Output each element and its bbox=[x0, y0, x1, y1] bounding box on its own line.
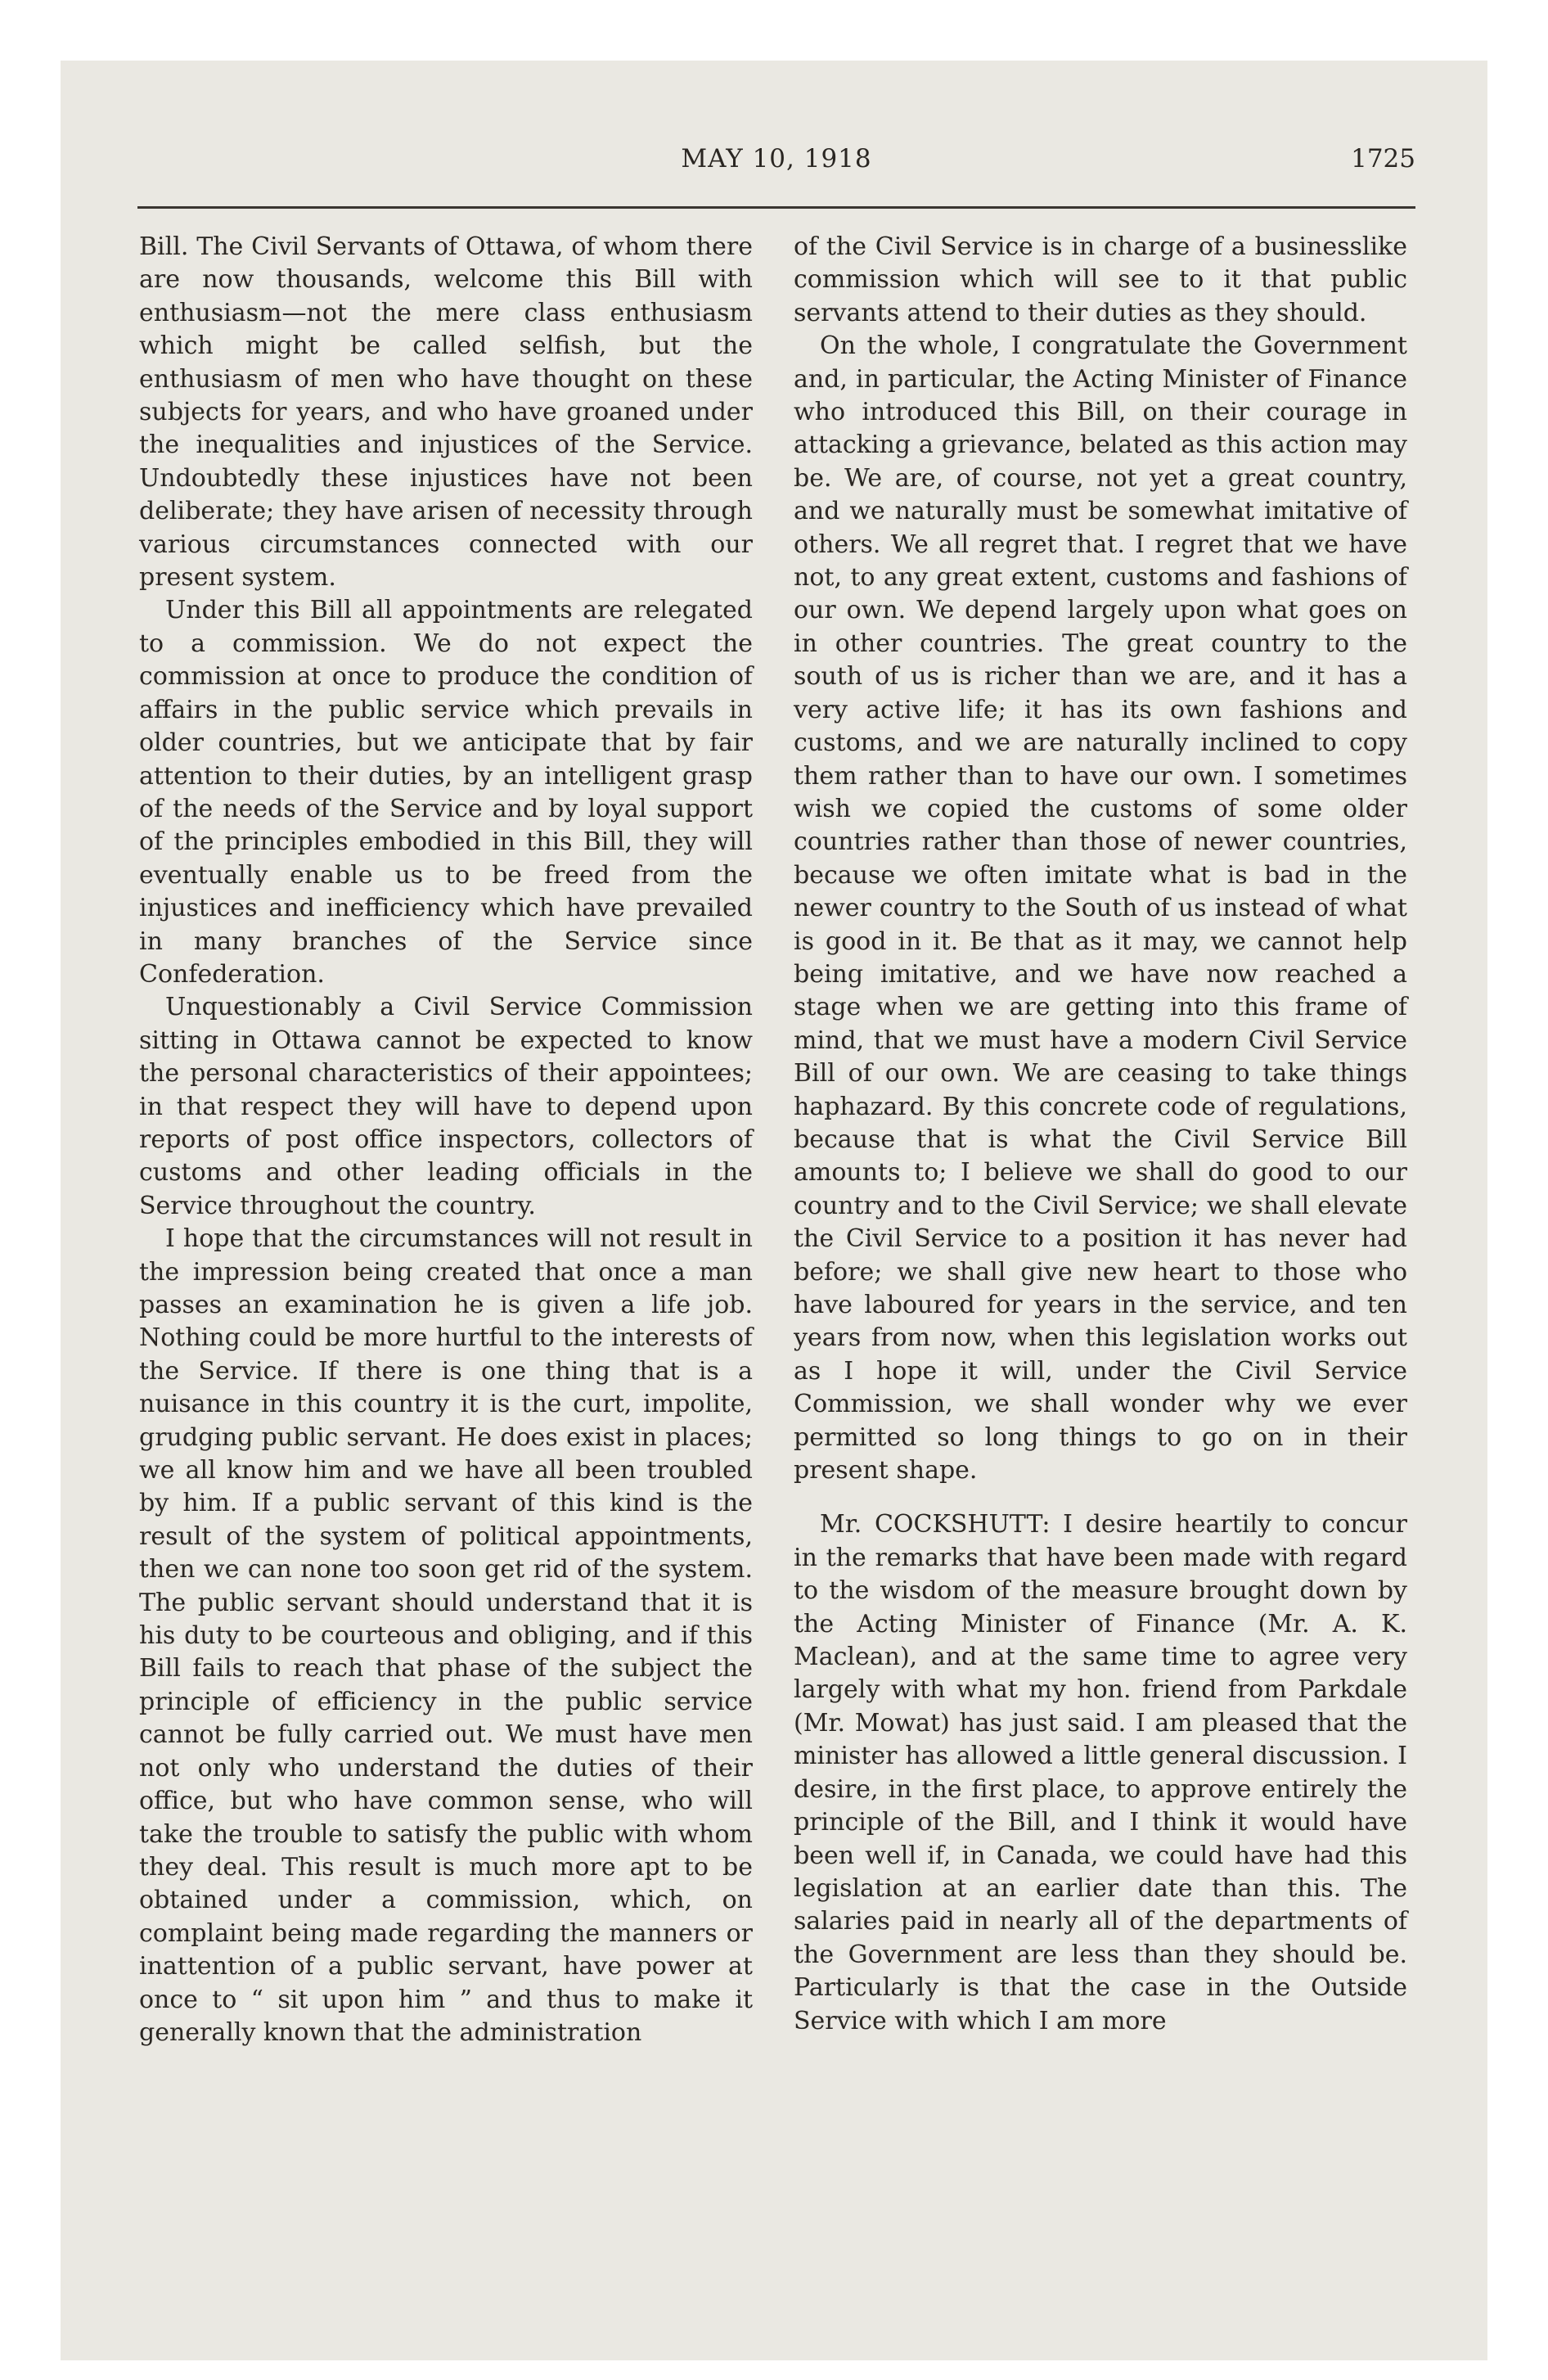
speaker-paragraph: Mr. COCKSHUTT: I desire heartily to concur in the remarks that have been made with regard to the wisdom of the measure brought down by the Acting Minister of Finance (Mr. A. K. Maclean), and at the same time to agree very largely with what my hon. friend from Parkdale (Mr. Mowat) has just said. I am pleased that the minister has allowed a little general discussion. I desire, in the first place, to approve entirely the principle of the Bill, and I think it would have been well if, in Canada, we could have had this legislation at an earlier date than this. The salaries paid in nearly all of the departments of the Government are less than they should be. Particularly is that the case in the Outside Service with which I am more bbox=[794, 1510, 1407, 2035]
page-number: 1725 bbox=[1351, 144, 1415, 174]
paragraph: Under this Bill all appointments are relegated to a commission. We do not expect the commission at once to produce the condition of affairs in the public service which prevails in older countries, but we anticipate that by fair attention to their duties, by an intelligent grasp of the needs of the Service and by loyal support of the principles embodied in this Bill, they will eventually enable us to be freed from the injustices and inefficiency which have prevailed in many branches of the Service since Confederation. bbox=[139, 596, 753, 989]
paragraph: On the whole, I congratulate the Government and, in particular, the Acting Minister of Finance who introduced this Bill, on their courage in attacking a grievance, belated as this action may be. We are, of course, not yet a great country, and we naturally must be somewhat imitative of others. We all regret that. I regret that we have not, to any great extent, customs and fashions of our own. We depend largely upon what goes on in other countries. The great country to the south of us is richer than we are, and it has a very active life; it has its own fashions and customs, and we are naturally inclined to copy them rather than to have our own. I sometimes wish we copied the customs of some older countries rather than those of newer countries, because we often imitate what is bad in the newer country to the South of us instead of what is good in it. Be that as it may, we cannot help being imitative, and we have now reached a stage when we are getting into this frame of mind, that we must have a modern Civil Service Bill of our own. We are ceasing to take things haphazard. By this concrete code of regulations, because that is what the Civil Service Bill amounts to; I believe we shall do good to our country and to the Civil Service; we shall elevate the Civil Service to a position it has never had before; we shall give new heart to those who have laboured for years in the service, and ten years from now, when this legislation works out as I hope it will, under the Civil Service Commission, we shall wonder why we ever permitted so long things to go on in their present shape. bbox=[794, 331, 1407, 1485]
page-header bbox=[137, 144, 1415, 193]
paragraph: I hope that the circumstances will not result in the impression being created that once a man passes an examination he is given a life job. Nothing could be more hurtful to the interests of the Service. If there is one thing that is a nuisance in this country it is the curt, impolite, grudging public servant. He does exist in places; we all know him and we have all been troubled by him. If a public servant of this kind is the result of the system of political appointments, then we can none too soon get rid of the system. The public servant should understand that it is his duty to be courteous and obliging, and if this Bill fails to reach that phase of the subject the principle of efficiency in the public service cannot be fully carried out. We must have men not only who understand the duties of their office, but who have common sense, who will take the trouble to satisfy the public with whom they deal. This result is much more apt to be obtained under a commission, which, on complaint being made regarding the manners or inattention of a public servant, have power at once to “ sit upon him ” and thus to make it generally known that the administration bbox=[139, 1224, 753, 2047]
paragraph: Bill. The Civil Servants of Ottawa, of whom there are now thousands, welcome this Bill with enthusiasm—not the mere class enthusiasm which might be called selfish, but the enthusiasm of men who have thought on these subjects for years, and who have groaned under the inequalities and injustices of the Service. Undoubtedly these injustices have not been deliberate; they have arisen of necessity through various circumstances connected with our present system. bbox=[139, 232, 753, 593]
header-rule bbox=[137, 206, 1415, 209]
paragraph: of the Civil Service is in charge of a businesslike commission which will see to it that public servants attend to their duties as they should. bbox=[794, 232, 1407, 327]
paragraph: Unquestionably a Civil Service Commission sitting in Ottawa cannot be expected to know the personal characteristics of their appointees; in that respect they will have to depend upon reports of post office inspectors, collectors of customs and other leading officials in the Service throughout the country. bbox=[139, 993, 753, 1220]
left-column bbox=[139, 231, 753, 2049]
running-head-date: MAY 10, 1918 bbox=[681, 144, 872, 174]
right-column bbox=[794, 231, 1407, 2038]
